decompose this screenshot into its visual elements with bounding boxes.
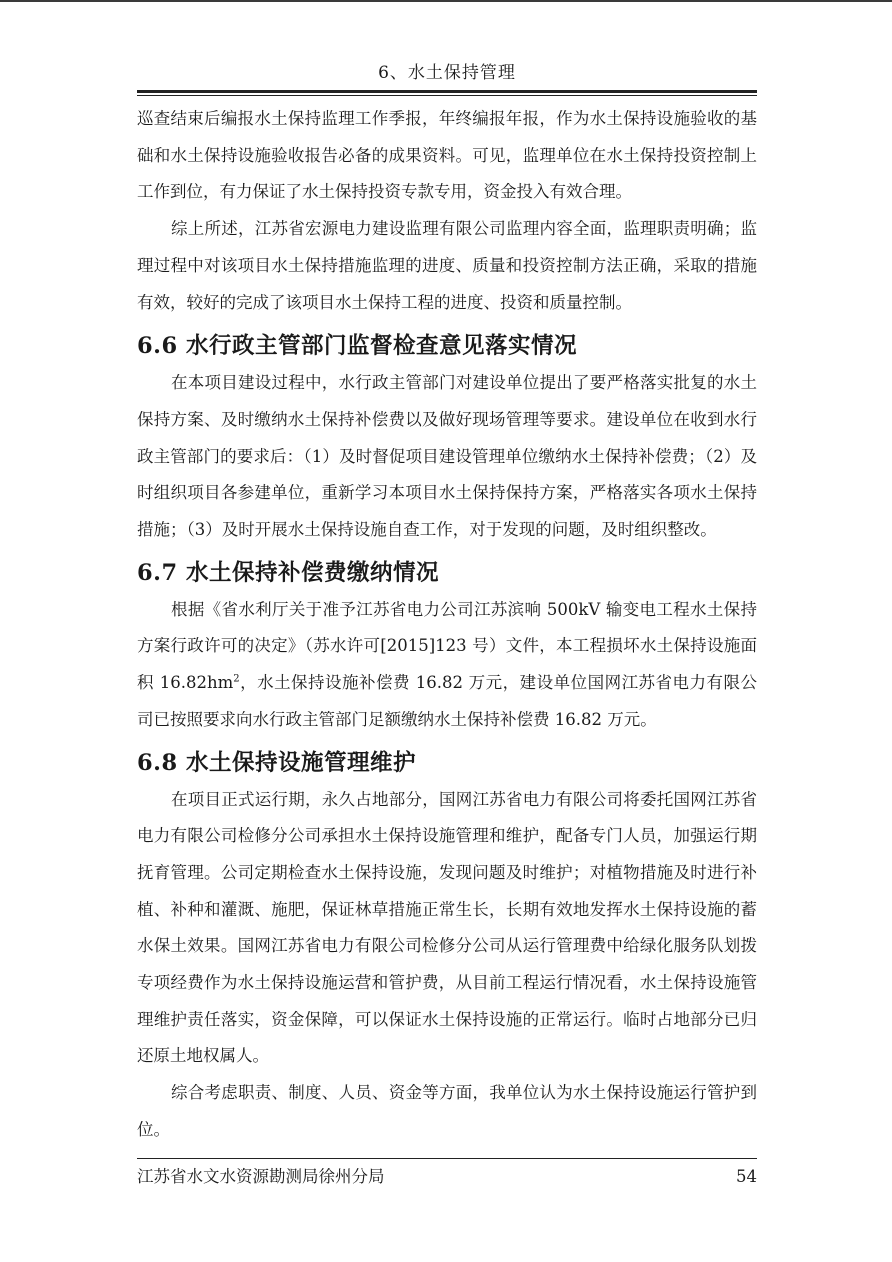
intro-paragraph-2: 综上所述，江苏省宏源电力建设监理有限公司监理内容全面，监理职责明确；监理过程中对该项目水土保持措施监理的进度、质量和投资控制方法正确，采取的措施有效，较好的完成了该项目水土保持工程的进度、投资和质量控制。	[137, 219, 757, 312]
section-6-8-paragraph-1: 在项目正式运行期，永久占地部分，国网江苏省电力有限公司将委托国网江苏省电力有限公司检修分公司承担水土保持设施管理和维护，配备专门人员，加强运行期抚育管理。公司定期检查水土保持设施，发现问题及时维护；对植物措施及时进行补植、补种和灌溉、施肥，保证林草措施正常生长，长期有效地发挥水土保持设施的蓄水保土效果。国网江苏省电力有限公司检修分公司从运行管理费中给绿化服务队划拨专项经费作为水土保持设施运营和管护费，从目前工程运行情况看，水土保持设施管理维护责任落实，资金保障，可以保证水土保持设施的正常运行。临时占地部分已归还原土地权属人。	[137, 789, 757, 1066]
page-number: 54	[736, 1167, 757, 1186]
page-body	[137, 101, 757, 1149]
footer-organization: 江苏省水文水资源勘测局徐州分局	[137, 1167, 385, 1186]
header-rule-thick	[137, 90, 757, 93]
section-heading-6-8: 6.8 水土保持设施管理维护	[137, 749, 416, 776]
area-unit-superscript: 2	[233, 673, 240, 685]
section-6-8-paragraph-2: 综合考虑职责、制度、人员、资金等方面，我单位认为水土保持设施运行管护到位。	[137, 1083, 757, 1139]
section-6-6-paragraph: 在本项目建设过程中，水行政主管部门对建设单位提出了要严格落实批复的水土保持方案、及时缴纳水土保持补偿费以及做好现场管理等要求。建设单位在收到水行政主管部门的要求后：（1）及时督促项目建设管理单位缴纳水土保持补偿费；（2）及时组织项目各参建单位，重新学习本项目水土保持保持方案，严格落实各项水土保持措施；（3）及时开展水土保持设施自查工作，对于发现的问题，及时组织整改。	[137, 373, 757, 540]
section-heading-6-6: 6.6 水行政主管部门监督检查意见落实情况	[137, 333, 577, 360]
header-rule-thin	[137, 95, 757, 96]
running-header-title: 6、水土保持管理	[378, 63, 516, 83]
intro-paragraph-1: 巡查结束后编报水土保持监理工作季报，年终编报年报，作为水土保持设施验收的基础和水土保持设施验收报告必备的成果资料。可见，监理单位在水土保持投资控制上工作到位，有力保证了水土保持投资专款专用，资金投入有效合理。	[137, 109, 757, 202]
section-6-7-paragraph	[137, 592, 757, 739]
section-heading-6-7: 6.7 水土保持补偿费缴纳情况	[137, 559, 439, 586]
section-6-7-text-a: 根据《省水利厅关于准予江苏省电力公司江苏滨响 500kV 输变电工程水土保持方案行政许可的决定》（苏水许可[2015]123 号）文件，本工程损坏水土保持设施面积 16.82hm	[137, 599, 757, 693]
footer-rule	[137, 1158, 757, 1159]
section-6-7-text-b: ，水土保持设施补偿费 16.82 万元，建设单位国网江苏省电力有限公司已按照要求向水行政主管部门足额缴纳水土保持补偿费 16.82 万元。	[137, 673, 757, 729]
page-top-edge	[0, 0, 892, 2]
